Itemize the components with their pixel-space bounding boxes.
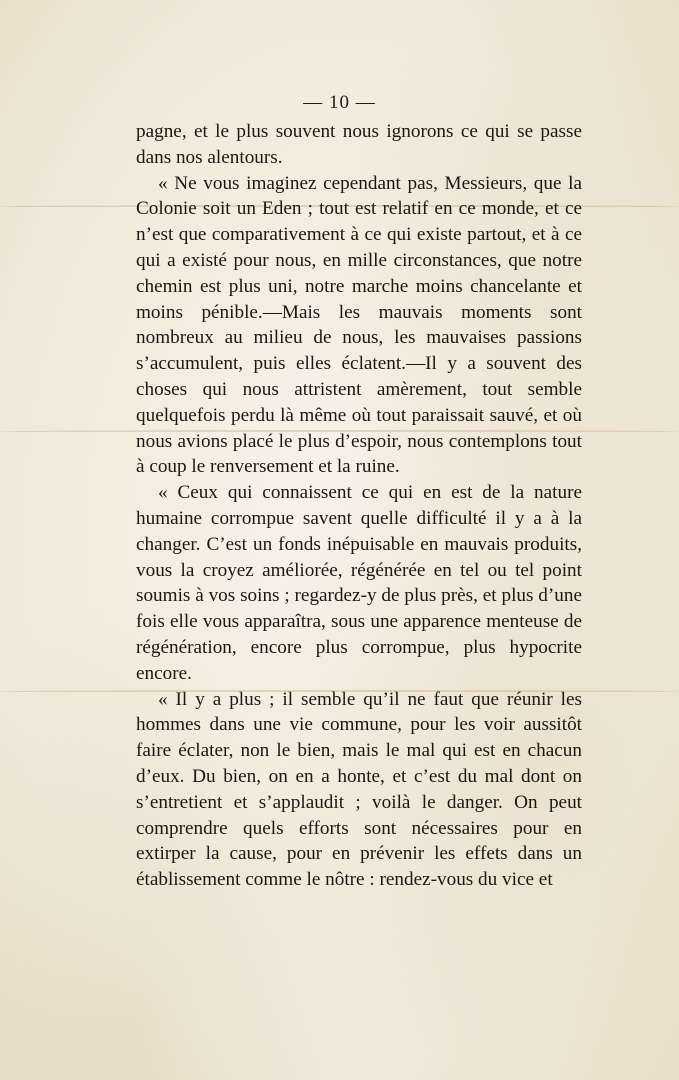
paragraph: « Ceux qui connaissent ce qui en est de la nature humaine corrompue savent quelle difficulté il y a à la changer. C’est un fonds inépuisable en mauvais produits, vous la croyez améliorée, régénérée en tel ou tel point soumis à vos soins ; regardez-y de plus près, et plus d’une fois elle vous apparaîtra, sous une apparence menteuse de régénération, encore plus corrompue, plus hypocrite encore. xyxy=(136,482,582,684)
paragraph: pagne, et le plus souvent nous ignorons ce qui se passe dans nos alentours. xyxy=(136,121,582,168)
paragraph: « Il y a plus ; il semble qu’il ne faut que réunir les hommes dans une vie commune, pour les voir aussitôt faire éclater, non le bien, mais le mal qui est en chacun d’eux. Du bien, on en a honte, et c’est du mal dont on s’entretient et s’applaudit ; voilà le danger. On peut comprendre quels efforts sont nécessaires pour en extirper la cause, pour en prévenir les effets dans un établissement comme le nôtre : rendez-vous du vice et xyxy=(136,688,582,891)
paragraph: « Ne vous imaginez cependant pas, Messieurs, que la Colonie soit un Eden ; tout est relatif en ce monde, et ce n’est que comparativement à ce qui existe partout, et à ce qui a existé pour nous, en mille circonstances, que notre chemin est plus uni, notre marche moins chancelante et moins pénible.—Mais les mauvais moments sont nombreux au milieu de nous, les mauvaises passions s’accumulent, puis elles éclatent.—Il y a souvent des choses qui nous attristent amèrement, tout semble quelquefois perdu là même où tout paraissait sauvé, et où nous avions placé le plus d’espoir, nous contemplons tout à coup le renversement et la ruine. xyxy=(136,172,582,478)
body-text xyxy=(136,119,582,893)
page-number: — 10 — xyxy=(303,92,376,113)
